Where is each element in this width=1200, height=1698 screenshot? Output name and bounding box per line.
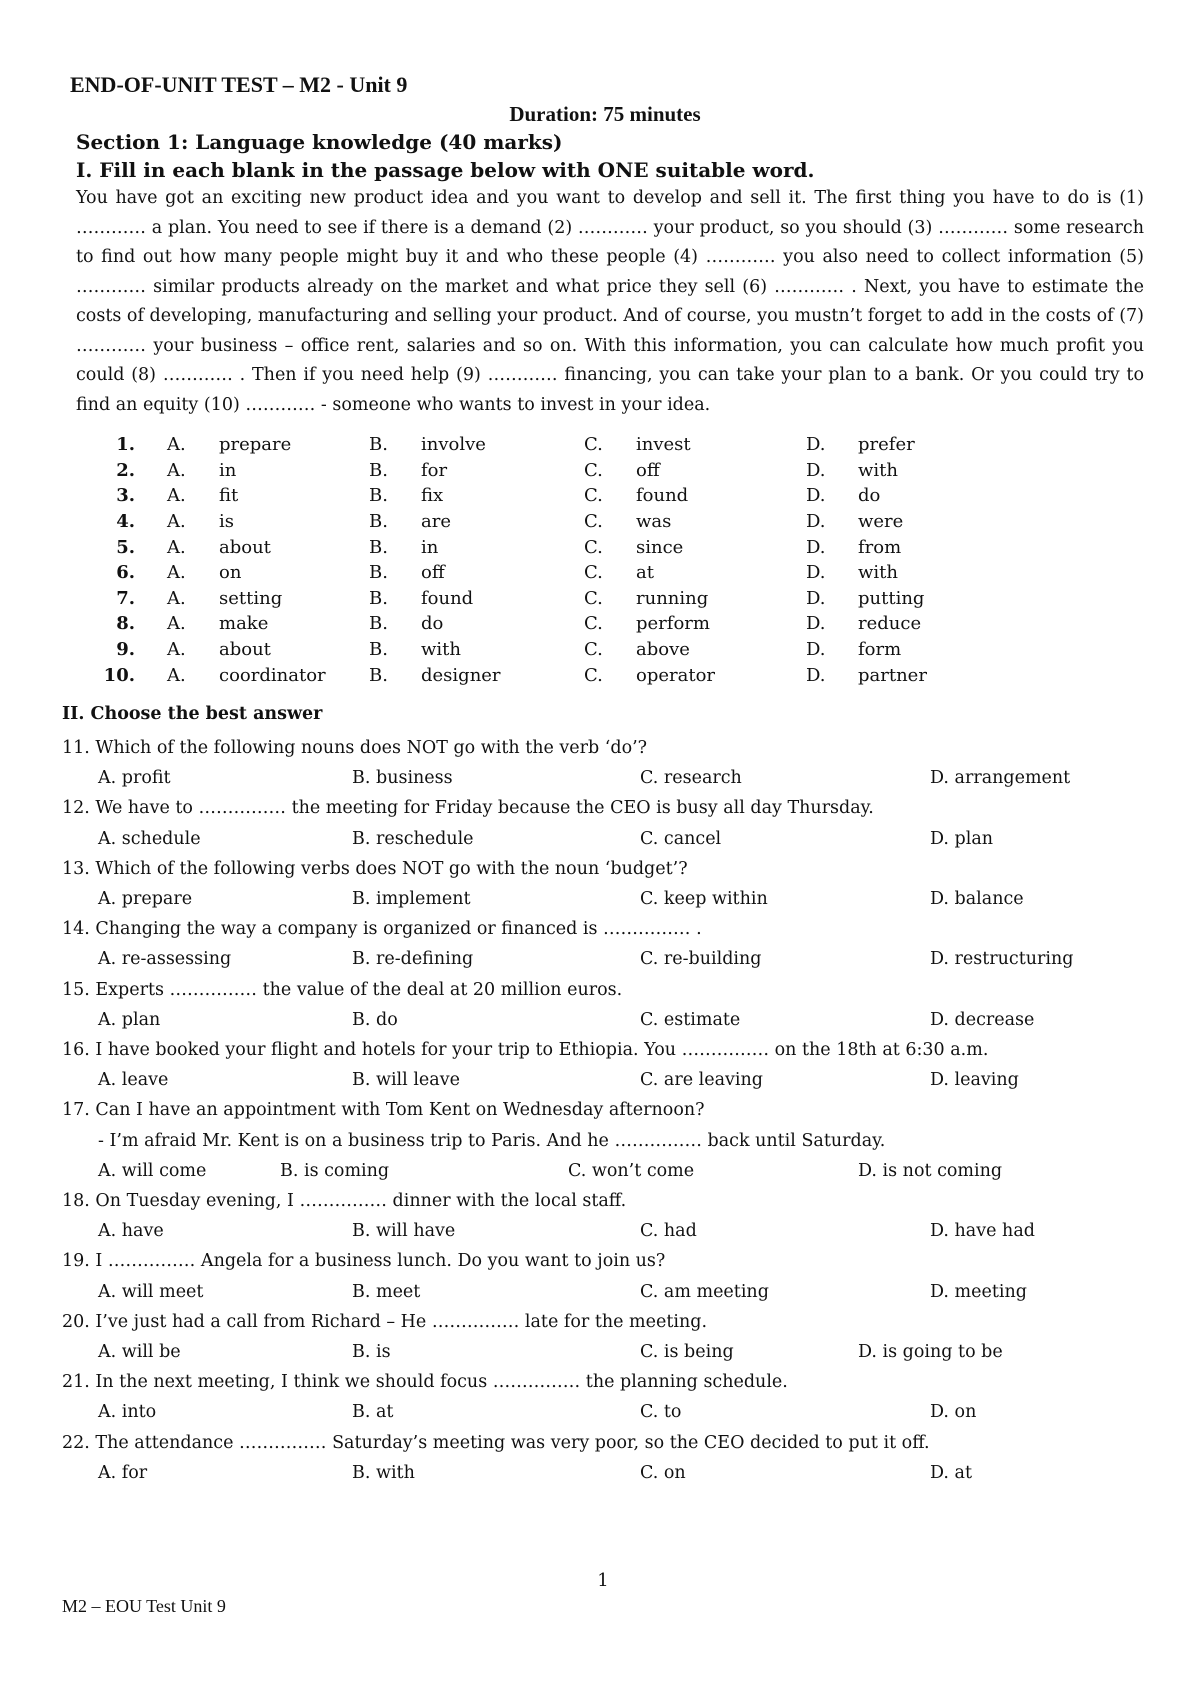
option-letter: A.: [167, 562, 186, 584]
question-text: 14. Changing the way a company is organized or financed is …………… .: [62, 919, 702, 940]
answer-option[interactable]: D. restructuring: [930, 949, 1074, 970]
question-number: 6.: [116, 562, 135, 584]
option-choice[interactable]: at: [636, 562, 654, 584]
answer-option[interactable]: B. will have: [352, 1221, 456, 1242]
answer-option[interactable]: D. is not coming: [858, 1160, 1003, 1181]
answer-option[interactable]: A. will come: [98, 1160, 207, 1181]
answer-option[interactable]: C. had: [640, 1221, 697, 1242]
part2-heading: II. Choose the best answer: [62, 704, 323, 724]
option-choice[interactable]: on: [219, 562, 242, 584]
answer-option[interactable]: D. at: [930, 1462, 972, 1483]
option-letter: D.: [806, 664, 826, 686]
answer-option[interactable]: A. prepare: [98, 889, 193, 909]
option-letter: D.: [806, 639, 826, 661]
option-letter: C.: [584, 587, 603, 609]
question-number: 7.: [116, 587, 135, 609]
option-letter: C.: [584, 664, 603, 686]
option-choice[interactable]: do: [421, 613, 444, 635]
option-letter: D.: [806, 485, 826, 507]
answer-option[interactable]: B. implement: [352, 889, 471, 909]
option-letter: A.: [167, 536, 186, 558]
test-title: END-OF-UNIT TEST – M2 - Unit 9: [70, 72, 408, 97]
option-choice[interactable]: with: [421, 639, 461, 661]
option-choice[interactable]: about: [219, 639, 271, 661]
option-choice[interactable]: make: [219, 613, 269, 635]
option-letter: A.: [167, 511, 186, 533]
option-choice[interactable]: in: [421, 536, 439, 558]
option-letter: B.: [369, 536, 388, 558]
answer-option[interactable]: B. business: [352, 768, 453, 789]
option-choice[interactable]: off: [636, 459, 660, 481]
option-letter: B.: [369, 613, 388, 635]
answer-option[interactable]: D. plan: [930, 828, 994, 849]
answer-option[interactable]: A. into: [98, 1402, 157, 1423]
question-row: [90, 509, 958, 535]
option-choice[interactable]: fix: [421, 485, 444, 507]
question-number: 4.: [116, 511, 135, 533]
option-letter: B.: [369, 639, 388, 661]
question-number: 1.: [116, 434, 135, 456]
option-letter: D.: [806, 562, 826, 584]
option-letter: B.: [369, 562, 388, 584]
option-letter: B.: [369, 459, 388, 481]
option-choice[interactable]: since: [636, 536, 684, 558]
part1-heading: I. Fill in each blank in the passage below with ONE suitable word.: [76, 158, 815, 182]
answer-option[interactable]: D. leaving: [930, 1070, 1019, 1091]
option-choice[interactable]: about: [219, 536, 271, 558]
answer-option[interactable]: B. meet: [352, 1281, 421, 1302]
answer-option[interactable]: B. do: [352, 1009, 398, 1030]
option-choice[interactable]: were: [858, 511, 904, 533]
page-number: 1: [597, 1570, 609, 1591]
question-row: [90, 432, 958, 458]
question-number: 10.: [103, 664, 135, 686]
answer-option[interactable]: C. keep within: [640, 889, 768, 909]
answer-option[interactable]: C. re-building: [640, 949, 762, 970]
option-letter: B.: [369, 511, 388, 533]
option-choice[interactable]: was: [636, 511, 672, 533]
option-letter: D.: [806, 536, 826, 558]
option-choice[interactable]: running: [636, 587, 709, 609]
question-number: 8.: [116, 613, 135, 635]
answer-option[interactable]: C. cancel: [640, 828, 722, 849]
option-choice[interactable]: invest: [636, 434, 691, 456]
question-number: 9.: [116, 639, 135, 661]
question-text: 22. The attendance …………… Saturday’s meeting was very poor, so the CEO decided to put it off.: [62, 1432, 930, 1453]
answer-option[interactable]: B. with: [352, 1462, 415, 1483]
option-letter: C.: [584, 562, 603, 584]
answer-option[interactable]: D. balance: [930, 889, 1024, 909]
question-number: 2.: [116, 459, 135, 481]
option-choice[interactable]: involve: [421, 434, 486, 456]
answer-option[interactable]: A. re-assessing: [98, 949, 232, 970]
question-number: 3.: [116, 485, 135, 507]
answer-option[interactable]: A. profit: [98, 768, 171, 789]
answer-option[interactable]: B. is: [352, 1342, 391, 1362]
option-letter: D.: [806, 459, 826, 481]
option-letter: B.: [369, 434, 388, 456]
option-choice[interactable]: off: [421, 562, 445, 584]
answer-option[interactable]: D. on: [930, 1402, 977, 1423]
option-letter: C.: [584, 613, 603, 635]
option-letter: D.: [806, 434, 826, 456]
answer-option[interactable]: A. schedule: [98, 828, 201, 849]
option-choice[interactable]: designer: [421, 664, 501, 686]
option-letter: D.: [806, 587, 826, 609]
answer-option[interactable]: A. leave: [98, 1070, 169, 1091]
question-text: 15. Experts …………… the value of the deal at 20 million euros.: [62, 979, 623, 1000]
question-row: [90, 637, 958, 663]
option-letter: C.: [584, 639, 603, 661]
answer-option[interactable]: C. on: [640, 1462, 686, 1483]
option-choice[interactable]: do: [858, 485, 881, 507]
option-choice[interactable]: setting: [219, 587, 283, 609]
question-text: 21. In the next meeting, I think we should focus …………… the planning schedule.: [62, 1372, 788, 1393]
question-text: 12. We have to …………… the meeting for Friday because the CEO is busy all day Thursday.: [62, 798, 874, 819]
option-choice[interactable]: from: [858, 536, 902, 558]
question-row: [90, 483, 958, 509]
answer-option[interactable]: C. am meeting: [640, 1281, 769, 1302]
option-choice[interactable]: found: [636, 485, 689, 507]
question-text: 17. Can I have an appointment with Tom Kent on Wednesday afternoon?: [62, 1100, 705, 1121]
option-letter: A.: [167, 485, 186, 507]
option-letter: C.: [584, 485, 603, 507]
answer-option[interactable]: A. for: [98, 1462, 148, 1483]
question-subtext: - I’m afraid Mr. Kent is on a business trip to Paris. And he …………… back until Saturday.: [98, 1130, 886, 1151]
option-choice[interactable]: coordinator: [219, 664, 326, 686]
option-choice[interactable]: with: [858, 459, 898, 481]
option-letter: A.: [167, 613, 186, 635]
option-letter: D.: [806, 511, 826, 533]
answer-option[interactable]: A. plan: [98, 1009, 161, 1030]
option-choice[interactable]: reduce: [858, 613, 922, 635]
answer-option[interactable]: C. are leaving: [640, 1070, 763, 1091]
question-text: 11. Which of the following nouns does NOT go with the verb ‘do’?: [62, 738, 648, 758]
answer-option[interactable]: C. won’t come: [568, 1160, 695, 1181]
option-choice[interactable]: prefer: [858, 434, 915, 456]
option-letter: C.: [584, 434, 603, 456]
option-choice[interactable]: found: [421, 587, 474, 609]
option-choice[interactable]: putting: [858, 587, 925, 609]
option-choice[interactable]: are: [421, 511, 451, 533]
answer-option[interactable]: A. will meet: [98, 1281, 204, 1302]
question-row: [90, 662, 958, 688]
answer-option[interactable]: B. at: [352, 1402, 394, 1423]
page-footer: M2 – EOU Test Unit 9: [62, 1596, 226, 1616]
answer-option[interactable]: B. will leave: [352, 1070, 460, 1091]
option-choice[interactable]: operator: [636, 664, 716, 686]
option-letter: C.: [584, 459, 603, 481]
option-letter: C.: [584, 536, 603, 558]
answer-option[interactable]: A. have: [98, 1221, 164, 1242]
option-letter: A.: [167, 434, 186, 456]
section-heading: Section 1: Language knowledge (40 marks): [76, 130, 563, 154]
answer-option[interactable]: D. arrangement: [930, 768, 1071, 789]
cloze-passage: You have got an exciting new product idea and you want to develop and sell it. The first thing you have to do is (1) ………… a plan. You need to see if there is a demand (2) ………… your product, so you should (3) ………… some research to find out how many people might buy it and who these people (4) ………… you also need to collect information (5) ………… similar products already on the market and what price they sell (6) ………… . Next, you have to estimate the costs of developing, manufacturing and selling your product. And of course, you mustn’t forget to add in the costs of (7) ………… your business – office rent, salaries and so on. With this information, you can calculate how much profit you could (8) ………… . Then if you need help (9) ………… financing, you can take your plan to a bank. Or you could try to find an equity (10) ………… - someone who wants to invest in your idea.: [76, 188, 1144, 415]
answer-option[interactable]: D. decrease: [930, 1009, 1035, 1030]
option-letter: B.: [369, 664, 388, 686]
question-row: [90, 458, 958, 484]
question-text: 20. I’ve just had a call from Richard – He …………… late for the meeting.: [62, 1311, 708, 1332]
option-choice[interactable]: for: [421, 459, 448, 481]
option-choice[interactable]: prepare: [219, 434, 292, 456]
answer-option[interactable]: B. reschedule: [352, 828, 474, 849]
option-choice[interactable]: fit: [219, 485, 239, 507]
question-text: 18. On Tuesday evening, I …………… dinner with the local staff.: [62, 1191, 627, 1211]
option-choice[interactable]: in: [219, 459, 237, 481]
answer-option[interactable]: B. is coming: [280, 1160, 390, 1181]
answer-option[interactable]: A. will be: [98, 1342, 181, 1362]
answer-option[interactable]: D. have had: [930, 1221, 1035, 1242]
question-text: 13. Which of the following verbs does NOT go with the noun ‘budget’?: [62, 858, 688, 879]
option-letter: D.: [806, 613, 826, 635]
answer-option[interactable]: B. re-defining: [352, 949, 474, 970]
question-row: [90, 560, 958, 586]
option-choice[interactable]: with: [858, 562, 898, 584]
question-text: 16. I have booked your flight and hotels for your trip to Ethiopia. You …………… on the 18th at 6:30 a.m.: [62, 1040, 989, 1060]
option-choice[interactable]: partner: [858, 664, 927, 686]
question-row: [90, 534, 958, 560]
answer-option[interactable]: D. meeting: [930, 1281, 1027, 1302]
option-choice[interactable]: perform: [636, 613, 710, 635]
option-letter: C.: [584, 511, 603, 533]
option-choice[interactable]: form: [858, 639, 902, 661]
question-number: 5.: [116, 536, 135, 558]
option-choice[interactable]: above: [636, 639, 690, 661]
option-letter: B.: [369, 485, 388, 507]
answer-option[interactable]: C. research: [640, 768, 742, 789]
option-letter: A.: [167, 664, 186, 686]
question-text: 19. I …………… Angela for a business lunch. Do you want to join us?: [62, 1251, 666, 1272]
option-letter: A.: [167, 459, 186, 481]
answer-option[interactable]: C. to: [640, 1402, 682, 1423]
question-row: [90, 586, 958, 612]
option-choice[interactable]: is: [219, 511, 234, 533]
part1-options-table: [90, 432, 958, 688]
question-row: [90, 611, 958, 637]
duration: Duration: 75 minutes: [509, 102, 701, 126]
answer-option[interactable]: C. is being: [640, 1342, 734, 1362]
option-letter: B.: [369, 587, 388, 609]
answer-option[interactable]: D. is going to be: [858, 1342, 1003, 1362]
answer-option[interactable]: C. estimate: [640, 1009, 741, 1030]
option-letter: A.: [167, 587, 186, 609]
option-letter: A.: [167, 639, 186, 661]
